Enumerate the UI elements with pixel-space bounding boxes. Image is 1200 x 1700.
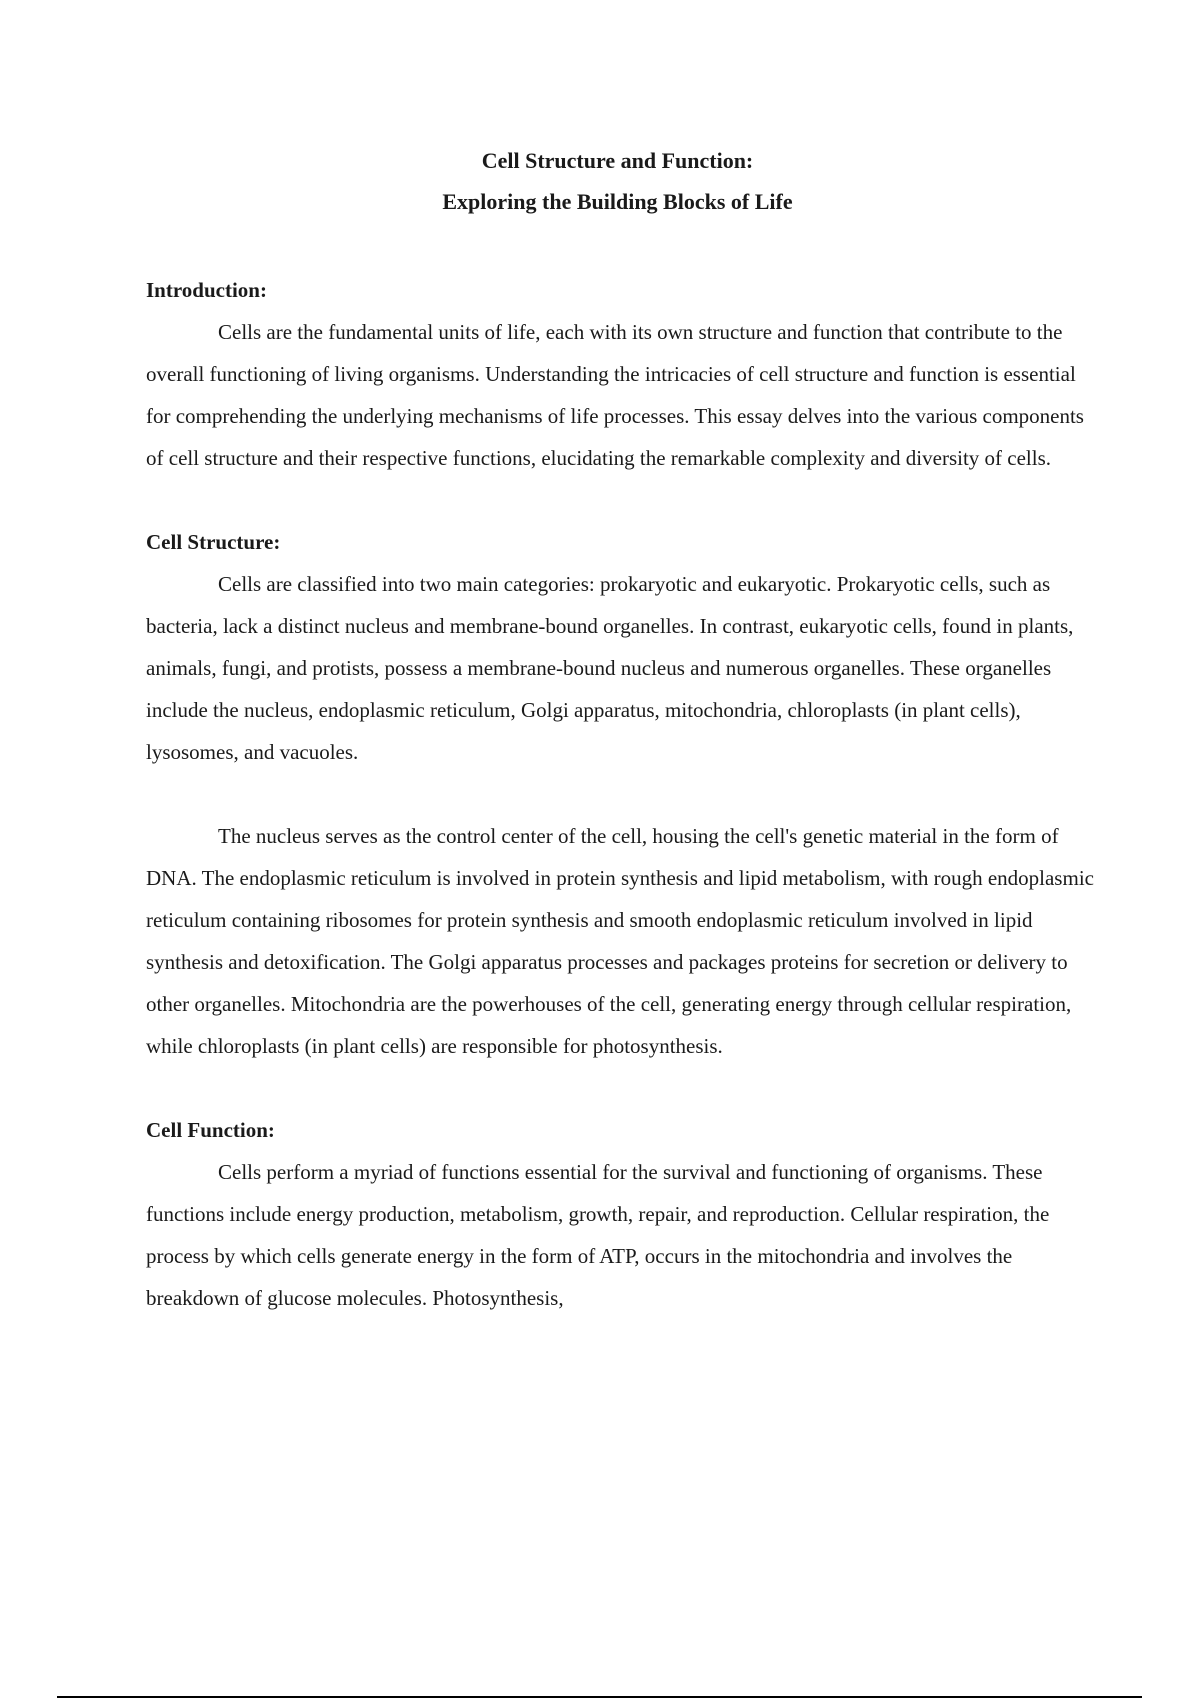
paragraph: Cells are classified into two main categories: prokaryotic and eukaryotic. Prokaryotic cells, such as bacteria, lack a distinct nucleus and membrane-bound organelles. In contrast, eukaryotic cells, found in plants, animals, fungi, and protists, possess a membrane-bound nucleus and numerous organelles. These organelles include the nucleus, endoplasmic reticulum, Golgi apparatus, mitochondria, chloroplasts (in plant cells), lysosomes, and vacuoles. — [146, 572, 1074, 764]
section-heading: Introduction: — [146, 278, 267, 302]
section-cell-function — [146, 1109, 1096, 1319]
section-cell-structure — [146, 521, 1096, 1067]
section-introduction — [146, 269, 1096, 479]
paragraph: Cells are the fundamental units of life, each with its own structure and function that contribute to the overall functioning of living organisms. Understanding the intricacies of cell structure and function is essential for comprehending the underlying mechanisms of life processes. This essay delves into the various components of cell structure and their respective functions, elucidating the remarkable complexity and diversity of cells. — [146, 320, 1084, 470]
section-heading: Cell Function: — [146, 1118, 275, 1142]
document-body — [146, 269, 1096, 1319]
document-title: Cell Structure and Function: — [481, 148, 754, 173]
document-subtitle: Exploring the Building Blocks of Life — [442, 189, 793, 214]
spacer — [146, 1067, 1096, 1109]
section-heading: Cell Structure: — [146, 530, 281, 554]
paragraph: The nucleus serves as the control center of the cell, housing the cell's genetic material in the form of DNA. The endoplasmic reticulum is involved in protein synthesis and lipid metabolism, with rough endoplasmic reticulum containing ribosomes for protein synthesis and smooth endoplasmic reticulum involved in lipid synthesis and detoxification. The Golgi apparatus processes and packages proteins for secretion or delivery to other organelles. Mitochondria are the powerhouses of the cell, generating energy through cellular respiration, while chloroplasts (in plant cells) are responsible for photosynthesis. — [146, 824, 1094, 1058]
spacer — [146, 479, 1096, 521]
paragraph: Cells perform a myriad of functions essential for the survival and functioning of organisms. These functions include energy production, metabolism, growth, repair, and reproduction. Cellular respiration, the process by which cells generate energy in the form of ATP, occurs in the mitochondria and involves the breakdown of glucose molecules. Photosynthesis, — [146, 1160, 1050, 1310]
spacer — [146, 773, 1096, 815]
page-bottom-rule — [57, 1696, 1142, 1698]
title-block — [0, 140, 1200, 222]
